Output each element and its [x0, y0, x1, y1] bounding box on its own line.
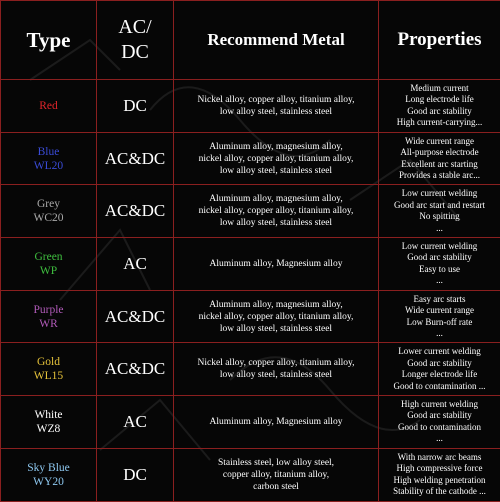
property-line: Provides a stable arc...: [381, 170, 498, 182]
properties: [379, 396, 500, 449]
table-row: [1, 132, 500, 185]
metal-line: Aluminum alloy, magnesium alloy,: [176, 193, 376, 205]
recommended-metal: [174, 343, 379, 396]
recommended-metal: [174, 80, 379, 133]
metal-line: low alloy steel, stainless steel: [176, 217, 376, 229]
property-line: ...: [381, 223, 498, 235]
property-line: Excellent arc starting: [381, 159, 498, 171]
type-code: WL15: [3, 369, 94, 383]
recommended-metal: [174, 132, 379, 185]
metal-line: low alloy steel, stainless steel: [176, 165, 376, 177]
current-type: DC: [97, 80, 174, 133]
header-properties: Properties: [379, 1, 500, 80]
metal-line: Stainless steel, low alloy steel,: [176, 457, 376, 469]
metal-line: nickel alloy, copper alloy, titanium alloy,: [176, 205, 376, 217]
current-type: AC&DC: [97, 132, 174, 185]
table-row: [1, 238, 500, 291]
current-type: AC: [97, 238, 174, 291]
header-row: [1, 1, 500, 80]
current-type: DC: [97, 448, 174, 501]
properties: [379, 290, 500, 343]
recommended-metal: [174, 290, 379, 343]
property-line: Good arc start and restart: [381, 200, 498, 212]
recommended-metal: [174, 448, 379, 501]
table-row: [1, 448, 500, 501]
property-line: No spitting: [381, 211, 498, 223]
metal-line: low alloy steel, stainless steel: [176, 369, 376, 381]
header-current: AC/ DC: [97, 1, 174, 80]
property-line: Low Burn-off rate: [381, 317, 498, 329]
property-line: ...: [381, 275, 498, 287]
property-line: Lower current welding: [381, 346, 498, 358]
metal-line: Aluminum alloy, Magnesium alloy: [176, 258, 376, 270]
property-line: Good to contamination ...: [381, 381, 498, 393]
property-line: Long electrode life: [381, 94, 498, 106]
electrode-type: [1, 290, 97, 343]
type-code: WL20: [3, 159, 94, 173]
recommended-metal: [174, 185, 379, 238]
property-line: Good arc stability: [381, 410, 498, 422]
property-line: High current welding: [381, 399, 498, 411]
current-type: AC: [97, 396, 174, 449]
electrode-type: [1, 132, 97, 185]
property-line: Good to contamination: [381, 422, 498, 434]
type-name: Blue: [3, 145, 94, 159]
metal-line: low alloy steel, stainless steel: [176, 323, 376, 335]
type-code: WZ8: [3, 422, 94, 436]
metal-line: nickel alloy, copper alloy, titanium alloy,: [176, 311, 376, 323]
property-line: All-purpose electrode: [381, 147, 498, 159]
property-line: Wide current range: [381, 136, 498, 148]
metal-line: low alloy steel, stainless steel: [176, 106, 376, 118]
property-line: Good arc stability: [381, 252, 498, 264]
electrode-type: [1, 343, 97, 396]
property-line: Easy arc starts: [381, 294, 498, 306]
header-type: Type: [1, 1, 97, 80]
metal-line: Aluminum alloy, magnesium alloy,: [176, 299, 376, 311]
electrode-type: [1, 80, 97, 133]
properties: [379, 238, 500, 291]
metal-line: nickel alloy, copper alloy, titanium alloy,: [176, 153, 376, 165]
electrode-type: [1, 396, 97, 449]
type-name: Red: [3, 99, 94, 113]
recommended-metal: [174, 396, 379, 449]
header-metal: Recommend Metal: [174, 1, 379, 80]
metal-line: copper alloy, titanium alloy,: [176, 469, 376, 481]
properties: [379, 343, 500, 396]
property-line: ...: [381, 328, 498, 340]
property-line: Wide current range: [381, 305, 498, 317]
type-name: White: [3, 408, 94, 422]
property-line: Longer electrode life: [381, 369, 498, 381]
property-line: Low current welding: [381, 241, 498, 253]
type-name: Purple: [3, 303, 94, 317]
electrode-type: [1, 448, 97, 501]
type-name: Green: [3, 250, 94, 264]
current-type: AC&DC: [97, 343, 174, 396]
metal-line: carbon steel: [176, 481, 376, 493]
property-line: ...: [381, 433, 498, 445]
metal-line: Aluminum alloy, magnesium alloy,: [176, 141, 376, 153]
property-line: High compressive force: [381, 463, 498, 475]
property-line: Medium current: [381, 83, 498, 95]
metal-line: Nickel alloy, copper alloy, titanium alloy,: [176, 94, 376, 106]
current-type: AC&DC: [97, 185, 174, 238]
property-line: Stability of the cathode ...: [381, 486, 498, 498]
current-type: AC&DC: [97, 290, 174, 343]
type-name: Sky Blue: [3, 461, 94, 475]
property-line: High current-carrying...: [381, 117, 498, 129]
table-row: [1, 396, 500, 449]
metal-line: Nickel alloy, copper alloy, titanium alloy,: [176, 357, 376, 369]
type-name: Grey: [3, 197, 94, 211]
electrode-type: [1, 185, 97, 238]
properties: [379, 132, 500, 185]
recommended-metal: [174, 238, 379, 291]
table-row: [1, 343, 500, 396]
type-code: WC20: [3, 211, 94, 225]
properties: [379, 448, 500, 501]
property-line: Low current welding: [381, 188, 498, 200]
electrode-type: [1, 238, 97, 291]
type-code: WY20: [3, 475, 94, 489]
table-row: [1, 290, 500, 343]
property-line: Good arc stability: [381, 358, 498, 370]
type-code: WP: [3, 264, 94, 278]
table-row: [1, 80, 500, 133]
property-line: Good arc stability: [381, 106, 498, 118]
properties: [379, 185, 500, 238]
property-line: High welding penetration: [381, 475, 498, 487]
table-row: [1, 185, 500, 238]
type-name: Gold: [3, 355, 94, 369]
property-line: With narrow arc beams: [381, 452, 498, 464]
type-code: WR: [3, 317, 94, 331]
metal-line: Aluminum alloy, Magnesium alloy: [176, 416, 376, 428]
properties: [379, 80, 500, 133]
property-line: Easy to use: [381, 264, 498, 276]
